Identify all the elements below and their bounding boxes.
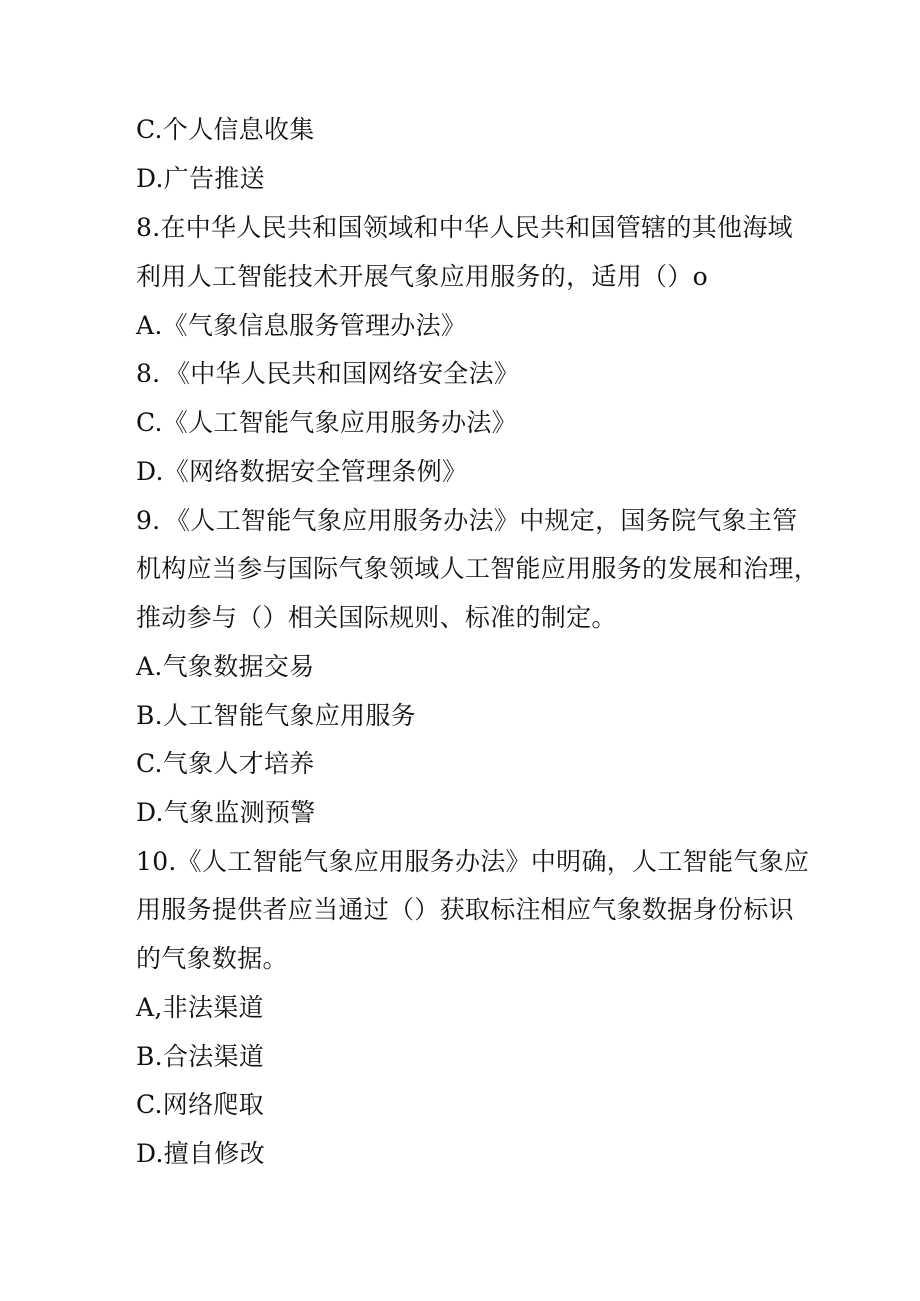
q8-option-d: D.《网络数据安全管理条例》 — [136, 457, 468, 486]
q8-option-b: 8．《中华人民共和国网络安全法》 — [136, 359, 520, 388]
q9-option-d: D.气象监测预警 — [136, 798, 316, 827]
q10-option-a: A,非法渠道 — [136, 993, 264, 1022]
q7-option-d: D.广告推送 — [136, 164, 265, 193]
q10-stem-line-1: 10.《人工智能气象应用服务办法》中明确，人工智能气象应 — [136, 847, 810, 876]
q9-stem-line-3: 推动参与（）相关国际规则、标准的制定。 — [136, 603, 617, 632]
q9-option-a: A.气象数据交易 — [136, 652, 315, 681]
q8-option-a: A.《气象信息服务管理办法》 — [136, 311, 467, 340]
q9-stem-line-1: 9．《人工智能气象应用服务办法》中规定，国务院气象主管 — [136, 506, 798, 535]
q8-option-c: C.《人工智能气象应用服务办法》 — [136, 408, 517, 437]
q9-stem-line-2: 机构应当参与国际气象领域人工智能应用服务的发展和治理， — [136, 554, 820, 583]
q8-stem-line-2: 利用人工智能技术开展气象应用服务的，适用（）o — [136, 262, 708, 291]
q10-stem-line-2: 用服务提供者应当通过（）获取标注相应气象数据身份标识 — [136, 895, 794, 924]
q10-option-d: D.擅自修改 — [136, 1139, 265, 1168]
q10-option-b: B.合法渠道 — [136, 1042, 265, 1071]
q8-stem-line-1: 8.在中华人民共和国领域和中华人民共和国管辖的其他海域 — [136, 213, 793, 242]
q7-option-c: C.个人信息收集 — [136, 115, 315, 144]
q9-option-c: C.气象人才培养 — [136, 749, 315, 778]
q10-option-c: C.网络爬取 — [136, 1090, 264, 1119]
q10-stem-line-3: 的气象数据。 — [136, 944, 288, 973]
q9-option-b: B.人工智能气象应用服务 — [136, 701, 416, 730]
